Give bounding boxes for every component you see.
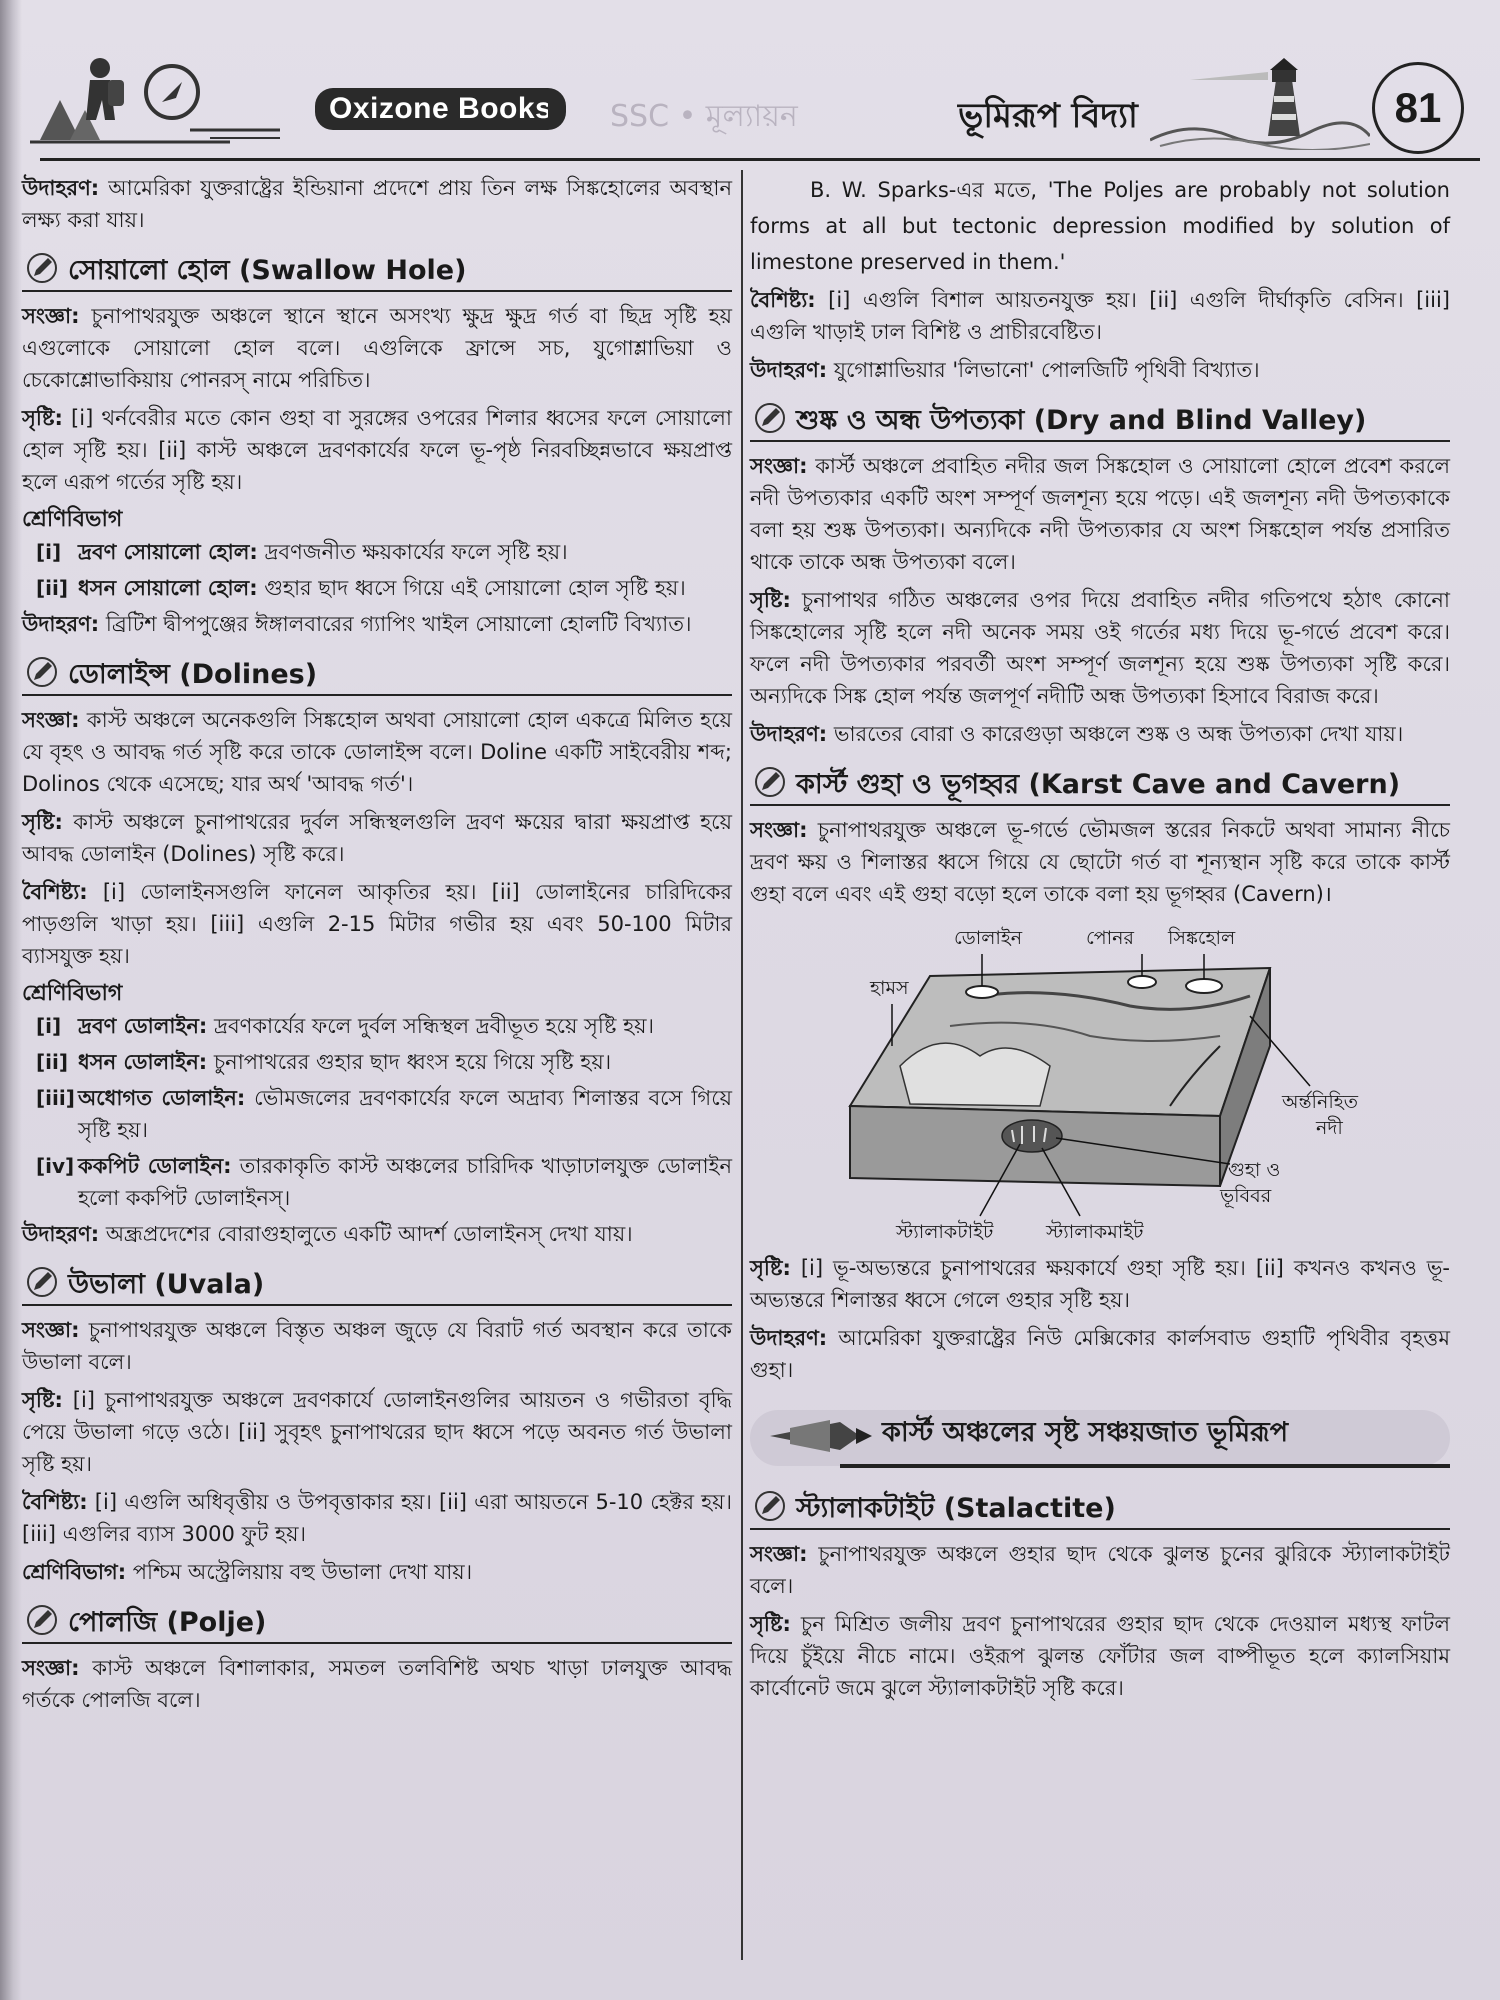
- swallow-classification-heading: শ্রেণিবিভাগ: [22, 507, 123, 532]
- cave-example: উদাহরণ: আমেরিকা যুক্তরাষ্ট্রের নিউ মেক্সিকোর কার্লসবাড গুহাটি পৃথিবীর বৃহত্তম গুহা।: [750, 1326, 1450, 1382]
- right-column: [750, 172, 1450, 1710]
- header-ghost-text: SSC • মূল্যায়ন: [610, 99, 798, 134]
- dolines-features: বৈশিষ্ট্য: [i] ডোলাইনসগুলি ফানেল আকৃতির হয়। [ii] ডোলাইনের চারিদিকের পাড়গুলি খাড়া হয়। [iii] এগুলি 2-15 মিটার গভীর হয় এবং 50-100 মিটার ব্যাসযুক্ত হয়।: [22, 880, 732, 968]
- pencil-icon: [754, 1490, 786, 1522]
- brand-badge: Oxizone Books: [315, 88, 566, 130]
- dry-valley-origin: সৃষ্টি: চুনাপাথর গঠিত অঞ্চলের ওপর দিয়ে প্রবাহিত নদীর গতিপথে হঠাৎ কোনো সিঙ্কহোলের সৃষ্টি হলে নদী অনেক সময় ওই গর্তের মধ্য দিয়ে ভূ-গর্ভে প্রবেশ করে। ফলে নদী উপত্যকার পরবর্তী অংশ সম্পূর্ণ জলশূন্য হয়ে শুষ্ক উপত্যকা সৃষ্টি করে। অন্যদিকে সিঙ্ক হোল পর্যন্ত জলপূর্ণ নদীটি অন্ধ উপত্যকা হিসাবে বিরাজ করে।: [750, 588, 1450, 708]
- section-heading-stalactite: স্ট্যালাকটাইট (Stalactite): [750, 1484, 1450, 1530]
- pencil-icon: [26, 656, 58, 688]
- swallow-example: উদাহরণ: ব্রিটিশ দ্বীপপুঞ্জের ঈঙ্গালবারের গ্যাপিং খাইল সোয়ালো হোলটি বিখ্যাত।: [22, 612, 692, 636]
- figure-label-sinkhole: সিঙ্কহোল: [1168, 927, 1236, 949]
- sparks-quote: B. W. Sparks-এর মতে, 'The Poljes are probably not solution forms at all but tectonic depression modified by solution of limestone preserved in them.': [750, 178, 1450, 274]
- section-heading-dry-blind-valley: শুষ্ক ও অন্ধ উপত্যকা (Dry and Blind Valley): [750, 396, 1450, 442]
- column-divider: [741, 170, 743, 1960]
- hiker-compass-illustration: [30, 40, 290, 150]
- lighthouse-illustration: [1150, 40, 1370, 150]
- list-item: [iv] ককপিট ডোলাইন: তারকাকৃতি কাস্ট অঞ্চলের চারিদিক খাড়াঢালযুক্ত ডোলাইন হলো ককপিট ডোলাইনস্।: [36, 1154, 732, 1210]
- stalactite-origin: সৃষ্টি: চুন মিশ্রিত জলীয় দ্রবণ চুনাপাথরের গুহার ছাদ থেকে দেওয়াল মধ্যস্থ ফাটল দিয়ে চুঁইয়ে নীচে নামে। ওইরূপ ঝুলন্ত ফোঁটার জল বাষ্পীভূত হলে ক্যালসিয়াম কার্বোনেট জমে ঝুলে স্ট্যালাকটাইট সৃষ্টি করে।: [750, 1612, 1450, 1700]
- section-banner: কার্স্ট অঞ্চলের সৃষ্ট সঞ্চয়জাত ভূমিরূপ: [750, 1398, 1450, 1474]
- left-column: [22, 172, 732, 1722]
- dolines-origin: সৃষ্টি: কাস্ট অঞ্চলে চুনাপাথরের দুর্বল সন্ধিস্থলগুলি দ্রবণ ক্ষয়ের দ্বারা ক্ষয়প্রাপ্ত হয়ে আবদ্ধ ডোলাইন (Dolines) সৃষ্টি করে।: [22, 810, 732, 866]
- cave-definition: সংজ্ঞা: চুনাপাথরযুক্ত অঞ্চলে ভূ-গর্ভে ভৌমজল স্তরের নিকটে অথবা সামান্য নীচে দ্রবণ ক্ষয় ও শিলাস্তর ধ্বসে গিয়ে যে ছোটো গর্ত বা শূন্যস্থান সৃষ্টি করে তাকে কার্স্ট গুহা বলে এবং এই গুহা বড়ো হলে তাকে বলা হয় ভূগহ্বর (Cavern)।: [750, 818, 1450, 906]
- karst-block-diagram: [750, 916, 1450, 1246]
- figure-label-cave-1: গুহা ও: [1228, 1159, 1281, 1181]
- dolines-definition: সংজ্ঞা: কাস্ট অঞ্চলে অনেকগুলি সিঙ্কহোল অথবা সোয়ালো হোল একত্রে মিলিত হয়ে যে বৃহৎ ও আবদ্ধ গর্ত সৃষ্টি করে তাকে ডোলাইন্স বলে। Doline একটি সাইবেরীয় শব্দ; Dolinos থেকে এসেছে; যার অর্থ 'আবদ্ধ গর্ত'।: [22, 708, 732, 796]
- figure-label-buried-river-2: নদী: [1316, 1117, 1343, 1139]
- section-heading-uvala: উভালা (Uvala): [22, 1260, 732, 1306]
- figure-label-doline: ডোলাইন: [954, 927, 1023, 949]
- stalactite-definition: সংজ্ঞা: চুনাপাথরযুক্ত অঞ্চলে গুহার ছাদ থেকে ঝুলন্ত চুনের ঝুরিকে স্ট্যালাকটাইট বলে।: [750, 1542, 1450, 1598]
- pencil-icon: [754, 402, 786, 434]
- uvala-definition: সংজ্ঞা: চুনাপাথরযুক্ত অঞ্চলে বিস্তৃত অঞ্চল জুড়ে যে বিরাট গর্ত অবস্থান করে তাকে উভালা বলে।: [22, 1318, 732, 1374]
- uvala-features: বৈশিষ্ট্য: [i] এগুলি অধিবৃত্তীয় ও উপবৃত্তাকার হয়। [ii] এরা আয়তনে 5-10 হেক্টর হয়। [iii] এগুলির ব্যাস 3000 ফুট হয়।: [22, 1490, 732, 1546]
- spine-shadow: [0, 0, 22, 2000]
- section-heading-dolines: ডোলাইন্স (Dolines): [22, 650, 732, 696]
- figure-label-buried-river-1: অর্ন্তনিহিত: [1282, 1091, 1358, 1113]
- swallow-origin: সৃষ্টি: [i] থর্নবেরীর মতে কোন গুহা বা সুরঙ্গের ওপরের শিলার ধ্বসের ফলে সোয়ালো হোল সৃষ্টি হয়। [ii] কাস্ট অঞ্চলে দ্রবণকার্যের ফলে ভূ-পৃষ্ঠ নিরবচ্ছিন্নভাবে ক্ষয়প্রাপ্ত হলে এরূপ গর্তের সৃষ্টি হয়।: [22, 406, 732, 494]
- section-heading-karst-cave: কার্স্ট গুহা ও ভূগহ্বর (Karst Cave and Cavern): [750, 760, 1450, 806]
- uvala-origin: সৃষ্টি: [i] চুনাপাথরযুক্ত অঞ্চলে দ্রবণকার্যে ডোলাইনগুলির আয়তন ও গভীরতা বৃদ্ধি পেয়ে উভালা গড়ে ওঠে। [ii] সুবৃহৎ চুনাপাথরের ছাদ ধ্বসে পড়ে অবনত গর্ত উভালা সৃষ্টি হয়।: [22, 1388, 732, 1476]
- pencil-icon: [26, 1604, 58, 1636]
- list-item: [i] দ্রবণ ডোলাইন: দ্রবণকার্যের ফলে দুর্বল সন্ধিস্থল দ্রবীভূত হয়ে সৃষ্টি হয়।: [36, 1014, 655, 1038]
- cave-origin: সৃষ্টি: [i] ভূ-অভ্যন্তরে চুনাপাথরের ক্ষয়কার্যে গুহা সৃষ্টি হয়। [ii] কখনও কখনও ভূ-অভ্যন্তরে শিলাস্তর ধ্বসে গেলে গুহার সৃষ্টি হয়।: [750, 1256, 1450, 1312]
- dry-valley-definition: সংজ্ঞা: কার্স্ট অঞ্চলে প্রবাহিত নদীর জল সিঙ্কহোল ও সোয়ালো হোলে প্রবেশ করলে নদী উপত্যকার একটি অংশ সম্পূর্ণ জলশূন্য হয়ে পড়ে। এই জলশূন্য নদী উপত্যকাকে বলা হয় শুষ্ক উপত্যকা। অন্যদিকে নদী উপত্যকার যে অংশ সিঙ্কহোল পর্যন্ত প্রসারিত থাকে তাকে অন্ধ উপত্যকা বলে।: [750, 454, 1450, 574]
- section-heading-swallow-hole: সোয়ালো হোল (Swallow Hole): [22, 246, 732, 292]
- polje-example: উদাহরণ: যুগোশ্লাভিয়ার 'লিভানো' পোলজিটি পৃথিবী বিখ্যাত।: [750, 358, 1260, 382]
- intro-example: উদাহরণ: আমেরিকা যুক্তরাষ্ট্রের ইন্ডিয়ানা প্রদেশে প্রায় তিন লক্ষ সিঙ্কহোলের অবস্থান লক্ষ্য করা যায়।: [22, 176, 732, 232]
- pencil-icon: [26, 252, 58, 284]
- brand-arrow-icon: [548, 98, 564, 120]
- list-item: [i] দ্রবণ সোয়ালো হোল: দ্রবণজনীত ক্ষয়কার্যের ফলে সৃষ্টি হয়।: [36, 540, 568, 564]
- list-item: [iii] অধোগত ডোলাইন: ভৌমজলের দ্রবণকার্যের ফলে অদ্রাব্য শিলাস্তর বসে গিয়ে সৃষ্টি হয়।: [36, 1086, 732, 1142]
- list-item: [ii] ধসন ডোলাইন: চুনাপাথরের গুহার ছাদ ধ্বংস হয়ে গিয়ে সৃষ্টি হয়।: [36, 1050, 612, 1074]
- figure-label-stalactite: স্ট্যালাকটাইট: [896, 1221, 994, 1243]
- polje-features: বৈশিষ্ট্য: [i] এগুলি বিশাল আয়তনযুক্ত হয়। [ii] এগুলি দীর্ঘাকৃতি বেসিন। [iii] এগুলি খাড়াই ঢাল বিশিষ্ট ও প্রাচীরবেষ্টিত।: [750, 288, 1450, 344]
- section-heading-polje: পোলজি (Polje): [22, 1598, 732, 1644]
- pencil-icon: [754, 766, 786, 798]
- figure-label-stalagmite: স্ট্যালাকমাইট: [1046, 1221, 1144, 1243]
- chapter-title: ভূমিরূপ বিদ্যা: [958, 96, 1138, 136]
- page-header: [20, 40, 1480, 160]
- header-rule: [40, 158, 1480, 161]
- dolines-classification-heading: শ্রেণিবিভাগ: [22, 981, 123, 1006]
- pencil-icon: [26, 1266, 58, 1298]
- list-item: [ii] ধসন সোয়ালো হোল: গুহার ছাদ ধ্বসে গিয়ে এই সোয়ালো হোল সৃষ্টি হয়।: [36, 576, 686, 600]
- figure-label-cave-2: ভূবিবর: [1220, 1185, 1272, 1207]
- karst-diagram-drawing: [750, 916, 1450, 1246]
- figure-label-ponor: পোনর: [1086, 927, 1134, 949]
- swallow-definition: সংজ্ঞা: চুনাপাথরযুক্ত অঞ্চলে স্থানে স্থানে অসংখ্য ক্ষুদ্র ক্ষুদ্র গর্ত বা ছিদ্র সৃষ্টি হয় এগুলোকে সোয়ালো হোল বলে। এগুলিকে ফ্রান্সে সচ, যুগোশ্লাভিয়া ও চেকোশ্লোভাকিয়ায় পোনরস্ নামে পরিচিত।: [22, 304, 732, 392]
- page-number: 81: [1372, 62, 1464, 154]
- dry-valley-example: উদাহরণ: ভারতের বোরা ও কারেগুড়া অঞ্চলে শুষ্ক ও অন্ধ উপত্যকা দেখা যায়।: [750, 722, 1404, 746]
- figure-label-hums: হামস: [870, 977, 909, 999]
- dolines-example: উদাহরণ: অন্ধ্রপ্রদেশের বোরাগুহালুতে একটি আদর্শ ডোলাইনস্ দেখা যায়।: [22, 1222, 633, 1246]
- uvala-classification: শ্রেণিবিভাগ: পশ্চিম অস্ট্রেলিয়ায় বহু উভালা দেখা যায়।: [22, 1560, 473, 1584]
- polje-definition: সংজ্ঞা: কাস্ট অঞ্চলে বিশালাকার, সমতল তলবিশিষ্ট অথচ খাড়া ঢালযুক্ত আবদ্ধ গর্তকে পোলজি বলে।: [22, 1656, 732, 1712]
